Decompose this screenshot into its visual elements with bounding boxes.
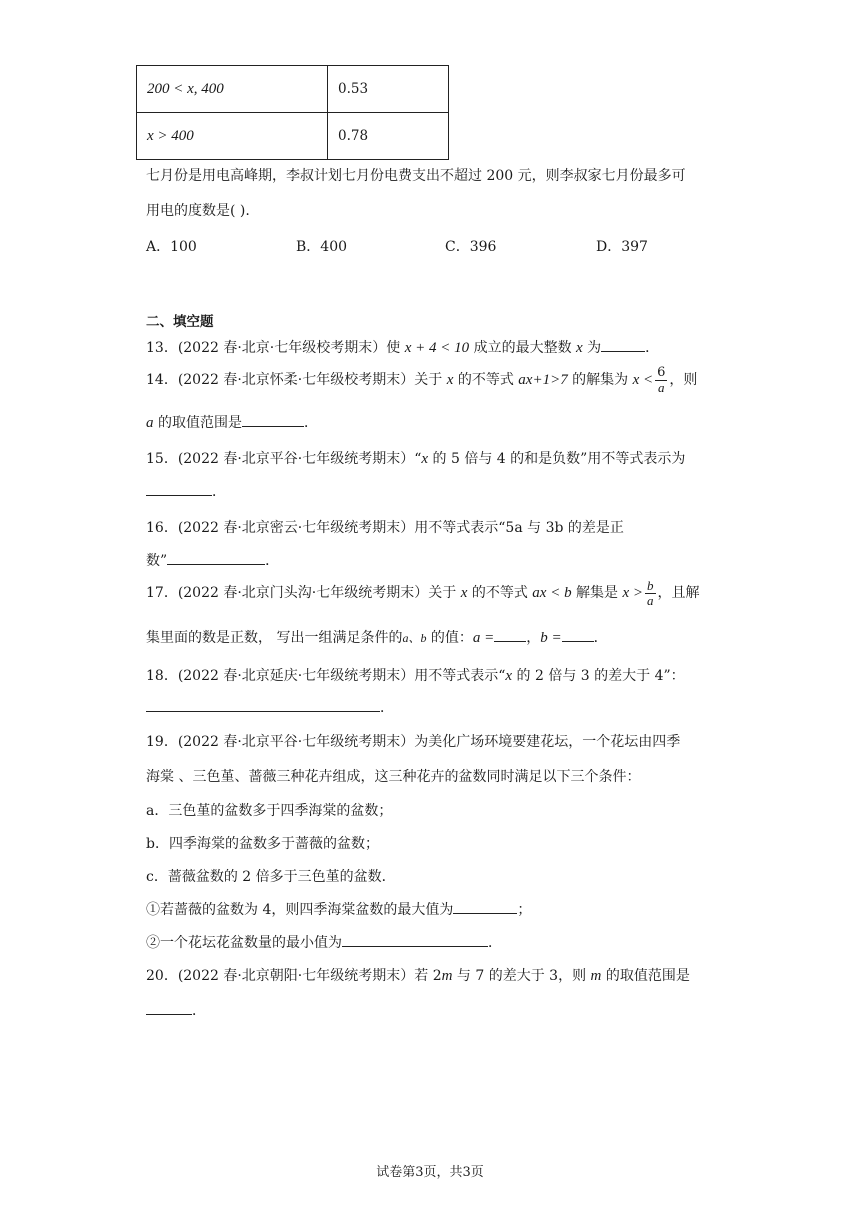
answer-blank[interactable] [242,412,304,427]
question-13: 13．(2022 春·北京·七年级校考期末）使 x + 4 < 10 成立的最大整数 x 为 ． [146,337,659,357]
fraction: $\frac{b}{a}$ [647,578,654,608]
condition-c: c．蔷薇盆数的 2 倍多于三色堇的盆数． [146,869,396,885]
question-16-line2: 数” ． [146,550,279,570]
table-cell-rate: 0.78 [328,113,449,160]
answer-blank-b[interactable] [562,627,594,642]
question-16: 16．(2022 春·北京密云·七年级统考期末）用不等式表示“5a 与 3b 的差是正 [146,520,624,536]
table-cell-range: 200 < x, 400 [137,66,328,113]
question-14-line2: a 的取值范围是 ． [146,412,318,432]
subquestion-2: ②一个花坛花盆数量的最小值为 ． [146,932,502,952]
question-20: 20．(2022 春·北京朝阳·七年级统考期末）若 2m 与 7 的差大于 3，则 m 的取值范围是 [146,968,690,984]
question-20-line2: ． [146,1000,206,1020]
section-title: 二、填空题 [146,314,214,330]
answer-blank[interactable] [146,481,212,496]
q12-line2: 用电的度数是( ). [146,203,250,219]
answer-blank[interactable] [167,550,265,565]
question-18-line2: ． [146,697,394,717]
question-15: 15．(2022 春·北京平谷·七年级统考期末）“x 的 5 倍与 4 的和是负数”用不等式表示为 [146,451,686,467]
question-17-line2: 集里面的数是正数， 写出一组满足条件的a、b 的值：a = ，b = ． [146,627,608,647]
fraction: $\frac{6}{a}$ [657,365,666,395]
table-row [137,66,449,113]
question-19-line2: 海棠 、三色堇、蔷薇三种花卉组成，这三种花卉的盆数同时满足以下三个条件： [146,769,641,785]
table-cell-rate: 0.53 [328,66,449,113]
answer-blank-a[interactable] [494,627,526,642]
answer-blank[interactable] [146,1000,192,1015]
answer-blank[interactable] [146,697,380,712]
option-c: C．396 [445,239,497,255]
subquestion-1: ①若蔷薇的盆数为 4，则四季海棠盆数的最大值为 ； [146,899,531,919]
table-row [137,113,449,160]
rate-table [136,65,449,160]
question-19: 19．(2022 春·北京平谷·七年级统考期末）为美化广场环境要建花坛，一个花坛由四季 [146,734,681,750]
question-18: 18．(2022 春·北京延庆·七年级统考期末）用不等式表示“x 的 2 倍与 3 的差大于 4”： [146,668,685,684]
question-15-line2: ． [146,481,226,501]
question-17: 17．(2022 春·北京门头沟·七年级统考期末）关于 x 的不等式 ax < b 解集是 x > $\frac{b}{a}$ ，且解 [146,578,700,608]
question-14: 14．(2022 春·北京怀柔·七年级校考期末）关于 x 的不等式 ax+1>7 的解集为 x < $\frac{6}{a}$ ，则 [146,365,698,395]
condition-a: a．三色堇的盆数多于四季海棠的盆数； [146,803,393,819]
option-a: A．100 [146,239,197,255]
answer-blank[interactable] [453,899,517,914]
answer-blank[interactable] [342,932,488,947]
option-d: D．397 [596,239,648,255]
answer-blank[interactable] [601,337,645,352]
page-footer: 试卷第3页，共3页 [376,1165,484,1180]
table-cell-range: x > 400 [137,113,328,160]
condition-b: b．四季海棠的盆数多于蔷薇的盆数； [146,836,379,852]
option-b: B．400 [296,239,348,255]
q12-line1: 七月份是用电高峰期，李叔计划七月份电费支出不超过 200 元，则李叔家七月份最多可 [146,168,686,184]
